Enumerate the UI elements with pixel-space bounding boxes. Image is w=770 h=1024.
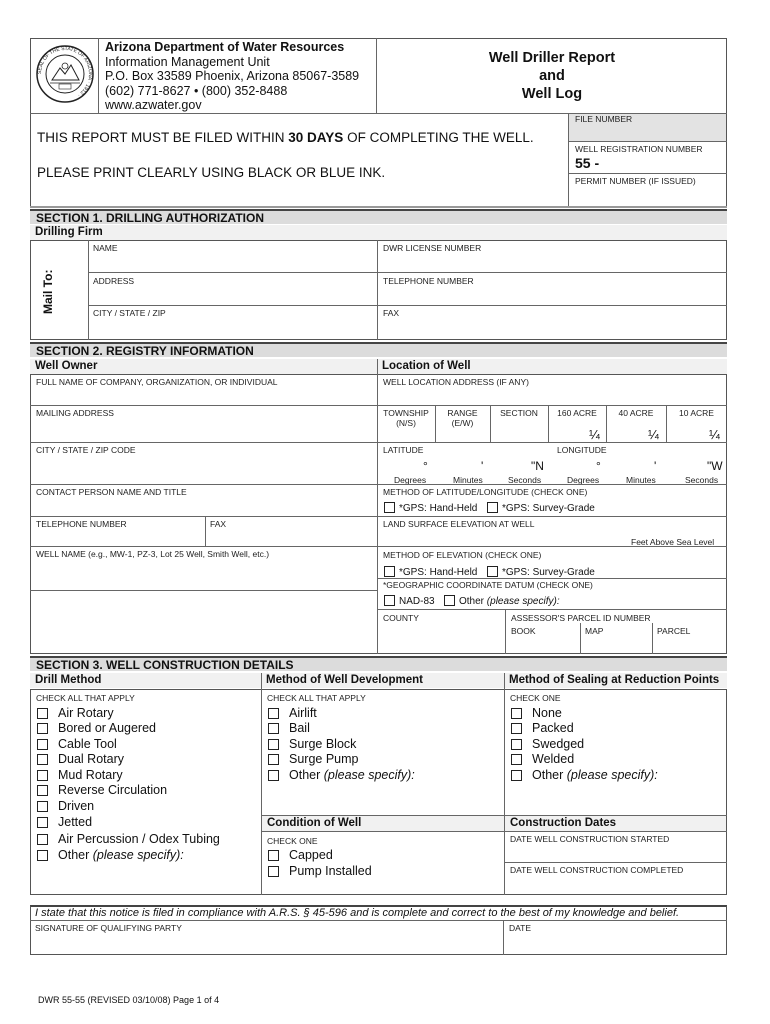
- print-notice: PLEASE PRINT CLEARLY USING BLACK OR BLUE INK.: [37, 165, 386, 180]
- seal-option-none: None: [532, 706, 562, 720]
- dev-option-checkbox[interactable]: [268, 739, 279, 750]
- condition-of-well-title: Condition of Well: [262, 816, 504, 831]
- map-label: MAP: [585, 626, 604, 636]
- dev-option-bail: Bail: [289, 721, 310, 735]
- nad83-label: NAD-83: [399, 596, 435, 607]
- long-min-symbol: ': [654, 459, 657, 473]
- drill-method-title: Drill Method: [30, 673, 261, 688]
- dev-option-checkbox[interactable]: [268, 723, 279, 734]
- dev-option-checkbox[interactable]: [268, 754, 279, 765]
- file-number-label: FILE NUMBER: [575, 114, 633, 124]
- long-degrees-label: Degrees: [567, 475, 600, 485]
- owner-fax-label: FAX: [210, 519, 227, 529]
- dev-option-checkbox[interactable]: [268, 770, 279, 781]
- long-w-symbol: "W: [707, 459, 723, 473]
- seal-check-one-label: CHECK ONE: [510, 693, 561, 703]
- long-seconds-label: Seconds: [685, 475, 719, 485]
- firm-name-label: NAME: [93, 243, 118, 253]
- drill-option-bored: Bored or Augered: [58, 721, 156, 735]
- seal-option-packed: Packed: [532, 721, 574, 735]
- drill-option-driven: Driven: [58, 799, 95, 813]
- condition-pump-label: Pump Installed: [289, 864, 372, 878]
- owner-city-label: CITY / STATE / ZIP CODE: [36, 445, 136, 455]
- drill-option-dual-rotary: Dual Rotary: [58, 752, 124, 766]
- parcel-label: PARCEL: [657, 626, 691, 636]
- seal-option-checkbox[interactable]: [511, 754, 522, 765]
- long-minutes-label: Minutes: [626, 475, 656, 485]
- quarter-40: ¼: [648, 427, 659, 442]
- drill-option-other: Other (please specify):: [58, 848, 184, 862]
- elev-gps-survey-label: *GPS: Survey-Grade: [502, 567, 595, 578]
- owner-telephone-label: TELEPHONE NUMBER: [36, 519, 127, 529]
- sealing-title: Method of Sealing at Reduction Points: [504, 673, 727, 688]
- dev-option-surge-block: Surge Block: [289, 737, 357, 751]
- well-location-address-label: WELL LOCATION ADDRESS (IF ANY): [383, 377, 529, 387]
- agency-po-box: P.O. Box 33589 Phoenix, Arizona 85067-3589: [105, 69, 360, 83]
- owner-mailing-address-label: MAILING ADDRESS: [36, 408, 114, 418]
- drill-option-jetted: Jetted: [58, 815, 93, 829]
- mail-to-label: Mail To:: [41, 269, 55, 314]
- section3-header: SECTION 3. WELL CONSTRUCTION DETAILS: [30, 656, 727, 671]
- drilling-firm-title: Drilling Firm: [30, 225, 727, 240]
- method-elevation-label: METHOD OF ELEVATION (CHECK ONE): [383, 550, 542, 560]
- well-development-title: Method of Well Development: [261, 673, 504, 688]
- lat-n-symbol: "N: [531, 459, 544, 473]
- longitude-label: LONGITUDE: [557, 445, 607, 455]
- land-surface-label: LAND SURFACE ELEVATION AT WELL: [383, 519, 535, 529]
- section2-header: SECTION 2. REGISTRY INFORMATION: [30, 342, 727, 357]
- dev-option-other: Other (please specify):: [289, 768, 415, 782]
- condition-check-one-label: CHECK ONE: [267, 836, 318, 846]
- firm-fax-label: FAX: [383, 308, 400, 318]
- section1-header: SECTION 1. DRILLING AUTHORIZATION: [30, 209, 727, 224]
- location-of-well-title: Location of Well: [377, 359, 727, 374]
- seal-option-checkbox[interactable]: [511, 770, 522, 781]
- nad83-checkbox[interactable]: [384, 595, 395, 606]
- lat-minutes-label: Minutes: [453, 475, 483, 485]
- seal-option-swedged: Swedged: [532, 737, 585, 751]
- drill-option-checkbox[interactable]: [37, 801, 48, 812]
- feet-above-sea-level-label: Feet Above Sea Level: [631, 537, 715, 547]
- agency-website[interactable]: www.azwater.gov: [105, 98, 202, 112]
- condition-capped-label: Capped: [289, 848, 333, 862]
- well-owner-title: Well Owner: [30, 359, 377, 374]
- datum-other-label: Other (please specify):: [459, 596, 560, 607]
- drill-option-checkbox[interactable]: [37, 754, 48, 765]
- datum-other-checkbox[interactable]: [444, 595, 455, 606]
- acre160-label: 160 ACRE: [557, 408, 597, 418]
- contact-person-label: CONTACT PERSON NAME AND TITLE: [36, 487, 187, 497]
- svg-text:SEAL OF THE STATE OF ARIZONA ·: SEAL OF THE STATE OF ARIZONA · 1912 ·: [36, 45, 94, 98]
- lat-degrees-label: Degrees: [394, 475, 427, 485]
- permit-number-label: PERMIT NUMBER (IF ISSUED): [575, 176, 696, 186]
- latlong-gps-handheld-checkbox[interactable]: [384, 502, 395, 513]
- latlong-gps-survey-label: *GPS: Survey-Grade: [502, 503, 595, 514]
- quarter-160: ¼: [589, 427, 600, 442]
- assessor-parcel-label: ASSESSOR'S PARCEL ID NUMBER: [511, 613, 651, 623]
- drill-option-reverse-circulation: Reverse Circulation: [58, 783, 168, 797]
- firm-address-label: ADDRESS: [93, 276, 135, 286]
- method-latlong-label: METHOD OF LATITUDE/LONGITUDE (CHECK ONE): [383, 487, 588, 497]
- long-deg-symbol: °: [596, 459, 601, 473]
- range-label: RANGE (E/W): [447, 408, 478, 428]
- agency-unit: Information Management Unit: [105, 54, 270, 69]
- construction-dates-title: Construction Dates: [505, 816, 726, 831]
- agency-address-block: [105, 40, 359, 113]
- latlong-gps-handheld-label: *GPS: Hand-Held: [399, 503, 478, 514]
- seal-option-checkbox[interactable]: [511, 723, 522, 734]
- drill-option-cable-tool: Cable Tool: [58, 737, 117, 751]
- datum-label: *GEOGRAPHIC COORDINATE DATUM (CHECK ONE): [383, 580, 593, 590]
- form-title: Well Driller Report and Well Log: [488, 50, 616, 102]
- drill-check-all-label: CHECK ALL THAT APPLY: [36, 693, 135, 703]
- dev-check-all-label: CHECK ALL THAT APPLY: [267, 693, 366, 703]
- firm-city-label: CITY / STATE / ZIP: [93, 308, 166, 318]
- county-label: COUNTY: [383, 613, 419, 623]
- arizona-seal-logo: [35, 44, 95, 104]
- acre10-label: 10 ACRE: [679, 408, 714, 418]
- certification-statement: I state that this notice is filed in compliance with A.R.S. § 45-596 and is complete and correct to the best of my knowledge and belief.: [35, 907, 680, 919]
- latitude-label: LATITUDE: [383, 445, 424, 455]
- lat-seconds-label: Seconds: [508, 475, 542, 485]
- elev-gps-handheld-checkbox[interactable]: [384, 566, 395, 577]
- well-registration-number[interactable]: 55 -: [575, 155, 600, 171]
- book-label: BOOK: [511, 626, 536, 636]
- drill-option-air-percussion: Air Percussion / Odex Tubing: [58, 832, 220, 846]
- firm-telephone-label: TELEPHONE NUMBER: [383, 276, 474, 286]
- dev-option-airlift: Airlift: [289, 706, 317, 720]
- condition-pump-checkbox[interactable]: [268, 866, 279, 877]
- owner-full-name-label: FULL NAME OF COMPANY, ORGANIZATION, OR INDIVIDUAL: [36, 377, 278, 387]
- condition-capped-checkbox[interactable]: [268, 850, 279, 861]
- filing-deadline-notice: THIS REPORT MUST BE FILED WITHIN 30 DAYS OF COMPLETING THE WELL.: [37, 130, 534, 145]
- seal-option-other: Other (please specify):: [532, 768, 658, 782]
- section-label: SECTION: [500, 408, 538, 418]
- well-name-label: WELL NAME (e.g., MW-1, PZ-3, Lot 25 Well, Smith Well, etc.): [36, 549, 270, 559]
- signature-label: SIGNATURE OF QUALIFYING PARTY: [35, 923, 182, 933]
- dev-option-surge-pump: Surge Pump: [289, 752, 359, 766]
- lat-deg-symbol: °: [423, 459, 428, 473]
- dwr-license-label: DWR LICENSE NUMBER: [383, 243, 482, 253]
- agency-name: Arizona Department of Water Resources: [105, 40, 345, 54]
- date-completed-label: DATE WELL CONSTRUCTION COMPLETED: [510, 865, 684, 875]
- drill-option-checkbox[interactable]: [37, 770, 48, 781]
- quarter-10: ¼: [709, 427, 720, 442]
- drill-option-checkbox[interactable]: [37, 785, 48, 796]
- latlong-gps-survey-checkbox[interactable]: [487, 502, 498, 513]
- form-footer: DWR 55-55 (REVISED 03/10/08) Page 1 of 4: [38, 995, 220, 1005]
- drill-option-checkbox[interactable]: [37, 817, 48, 828]
- seal-option-welded: Welded: [532, 752, 575, 766]
- drill-option-mud-rotary: Mud Rotary: [58, 768, 123, 782]
- dev-option-checkbox[interactable]: [268, 708, 279, 719]
- lat-min-symbol: ': [481, 459, 484, 473]
- seal-option-checkbox[interactable]: [511, 739, 522, 750]
- agency-phone: (602) 771-8627 • (800) 352-8488: [105, 83, 288, 98]
- drill-option-checkbox[interactable]: [37, 739, 48, 750]
- acre40-label: 40 ACRE: [618, 408, 654, 418]
- seal-option-checkbox[interactable]: [511, 708, 522, 719]
- township-label: TOWNSHIP (N/S): [383, 408, 429, 428]
- drill-option-checkbox[interactable]: [37, 723, 48, 734]
- drill-option-checkbox[interactable]: [37, 850, 48, 861]
- date-started-label: DATE WELL CONSTRUCTION STARTED: [510, 834, 670, 844]
- drill-option-checkbox[interactable]: [37, 834, 48, 845]
- elev-gps-survey-checkbox[interactable]: [487, 566, 498, 577]
- date-label: DATE: [509, 923, 532, 933]
- drill-option-checkbox[interactable]: [37, 708, 48, 719]
- drill-option-air-rotary: Air Rotary: [58, 706, 114, 720]
- elev-gps-handheld-label: *GPS: Hand-Held: [399, 567, 478, 578]
- well-registration-label: WELL REGISTRATION NUMBER: [575, 144, 703, 154]
